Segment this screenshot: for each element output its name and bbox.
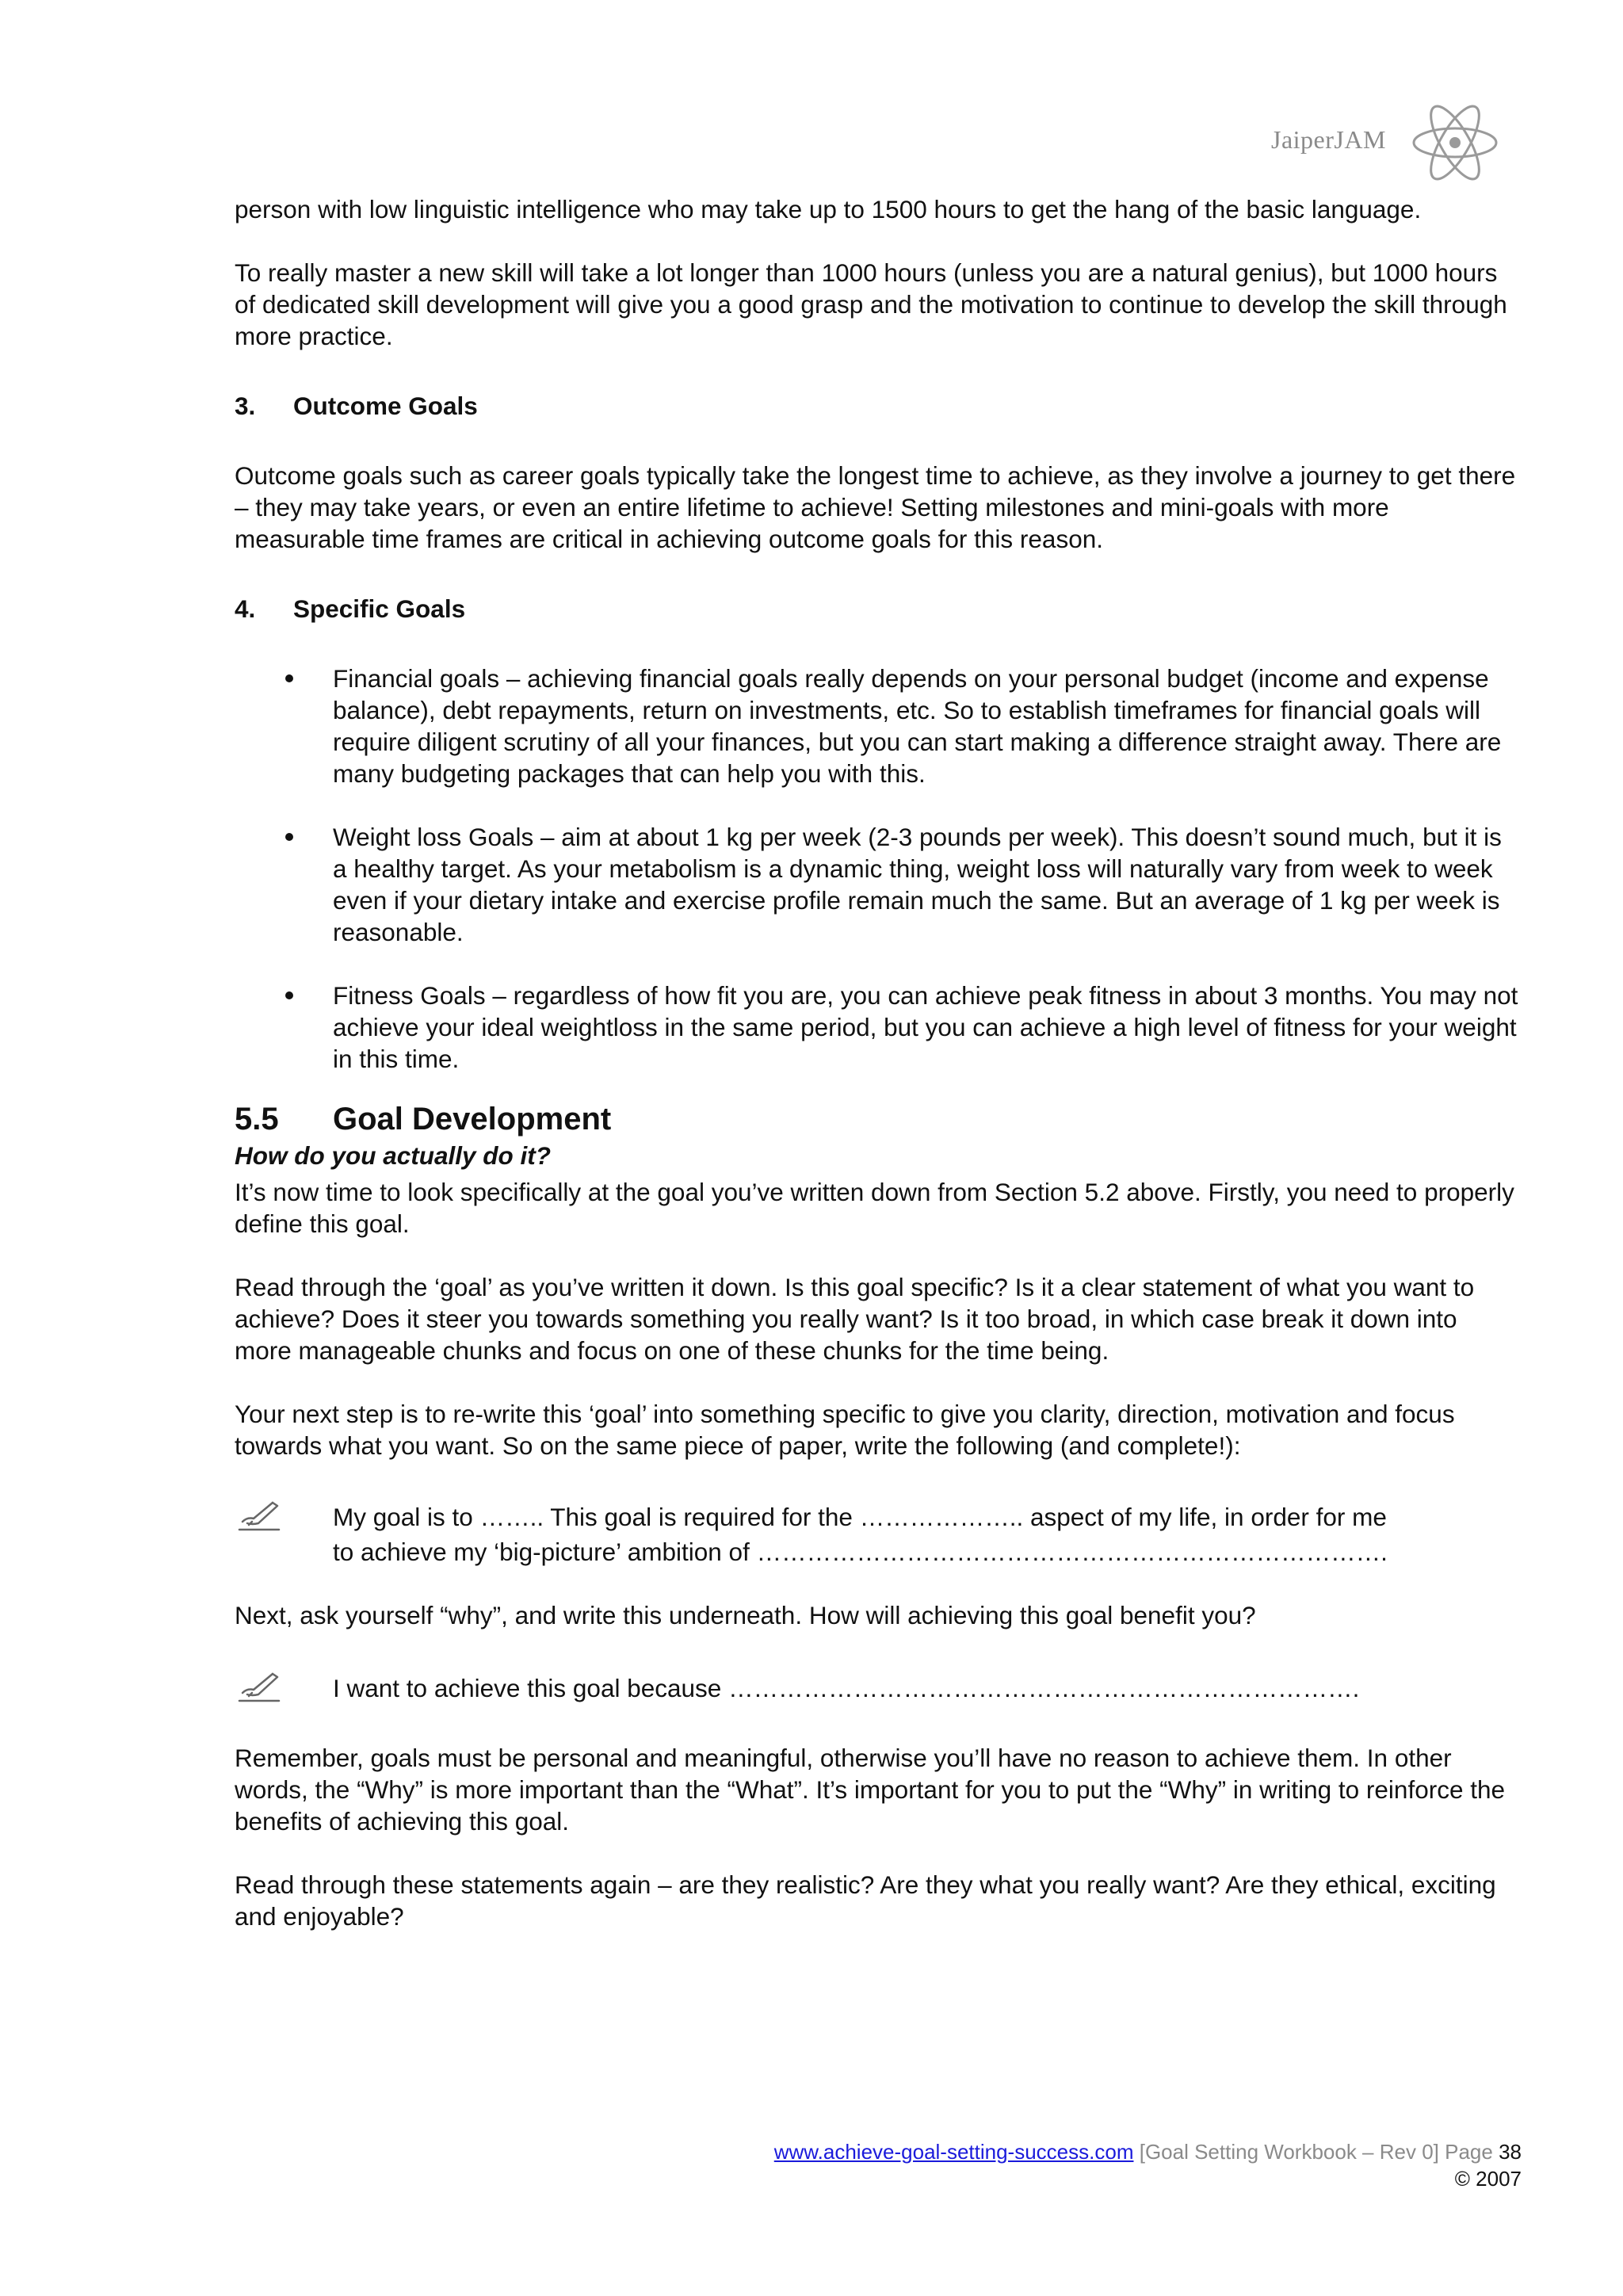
write-prompt-line: to achieve my ‘big-picture’ ambition of …………………………………………………………………. [333, 1538, 1388, 1566]
paragraph: Read through these statements again – are they realistic? Are they what you really want? Are they ethical, exciting and enjoyable? [235, 1870, 1496, 1931]
website-link[interactable]: www.achieve-goal-setting-success.com [773, 2140, 1134, 2164]
brand-name: JaiperJAM [1271, 125, 1386, 154]
heading-number: 4. [235, 594, 256, 623]
paragraph: It’s now time to look specifically at the goal you’ve written down from Section 5.2 above. Firstly, you need to properly define this goal. [235, 1178, 1514, 1238]
paragraph: Your next step is to re-write this ‘goal’ into something specific to give you clarity, direction, motivation and focus towards what you want. So on the same piece of paper, write the following (and complete!): [235, 1400, 1455, 1460]
section-number: 5.5 [235, 1102, 279, 1137]
bullet-icon [285, 991, 293, 999]
section-heading [235, 1098, 1518, 1140]
paragraph: Next, ask yourself “why”, and write this underneath. How will achieving this goal benefit you? [235, 1601, 1256, 1629]
paragraph: Outcome goals such as career goals typically take the longest time to achieve, as they involve a journey to get there – they may take years, or even an entire lifetime to achieve! Setting milestones and mini-goals with more measurable time frames are critical in achieving outcome goals for this reason. [235, 461, 1516, 553]
write-prompt [235, 1501, 1518, 1568]
paragraph: person with low linguistic intelligence who may take up to 1500 hours to get the hang of the basic language. [235, 195, 1422, 223]
write-prompt [235, 1672, 1518, 1704]
heading-number: 3. [235, 392, 256, 420]
page-number: 38 [1499, 2140, 1522, 2164]
heading-outcome-goals [235, 390, 1518, 422]
write-prompt-line: My goal is to …….. This goal is required for the ……………….. aspect of my life, in order for me [333, 1503, 1387, 1531]
workbook-title: [Goal Setting Workbook – Rev 0] [1139, 2140, 1439, 2164]
list-item-text: Fitness Goals – regardless of how fit you are, you can achieve peak fitness in about 3 months. You may not achieve your ideal weightloss in the same period, but you can achieve a high level of fitness for your weight in this time. [333, 981, 1518, 1073]
sub-heading: How do you actually do it? [235, 1141, 552, 1170]
bullet-icon [285, 833, 293, 841]
heading-title: Outcome Goals [293, 392, 478, 420]
page-label: Page [1445, 2140, 1493, 2164]
list-item-text: Weight loss Goals – aim at about 1 kg per week (2-3 pounds per week). This doesn’t sound much, but it is a healthy target. As your metabolism is a dynamic thing, weight loss will naturally vary from week to week even if your dietary intake and exercise profile remain much the same. But an average of 1 kg per week is reasonable. [333, 823, 1502, 946]
paragraph: Remember, goals must be personal and meaningful, otherwise you’ll have no reason to achieve them. In other words, the “Why” is more important than the “What”. It’s important for you to put the “Why” in writing to reinforce the benefits of achieving this goal. [235, 1744, 1506, 1836]
copyright: © 2007 [1454, 2167, 1522, 2191]
paragraph: Read through the ‘goal’ as you’ve written it down. Is this goal specific? Is it a clear statement of what you want to achieve? Does it steer you towards something you really want? Is it too broad, in which case break it down into more manageable chunks and focus on one of these chunks for the time being. [235, 1273, 1475, 1365]
heading-specific-goals [235, 593, 1518, 625]
writing-hand-icon [236, 1498, 284, 1533]
list-item [235, 980, 1518, 1075]
writing-hand-icon [236, 1669, 284, 1704]
page-content [235, 193, 1518, 1932]
list-item [235, 663, 1518, 789]
heading-title: Specific Goals [293, 594, 466, 623]
page-footer [774, 2138, 1522, 2192]
section-title: Goal Development [333, 1102, 612, 1137]
paragraph: To really master a new skill will take a lot longer than 1000 hours (unless you are a natural genius), but 1000 hours of dedicated skill development will give you a good grasp and the motivation to continue to develop the skill through more practice. [235, 258, 1507, 350]
header-brand [1271, 101, 1533, 189]
write-prompt-line: I want to achieve this goal because …………………………………………………………………. [333, 1674, 1360, 1702]
atom-logo-icon [1407, 101, 1509, 181]
bullet-list [235, 663, 1518, 1075]
list-item-text: Financial goals – achieving financial goals really depends on your personal budget (income and expense balance), debt repayments, return on investments, etc. So to establish timeframes for financial goals will require diligent scrutiny of all your finances, but you can start making a difference straight away. There are many budgeting packages that can help you with this. [333, 664, 1502, 788]
bullet-icon [285, 674, 293, 682]
list-item [235, 821, 1518, 948]
